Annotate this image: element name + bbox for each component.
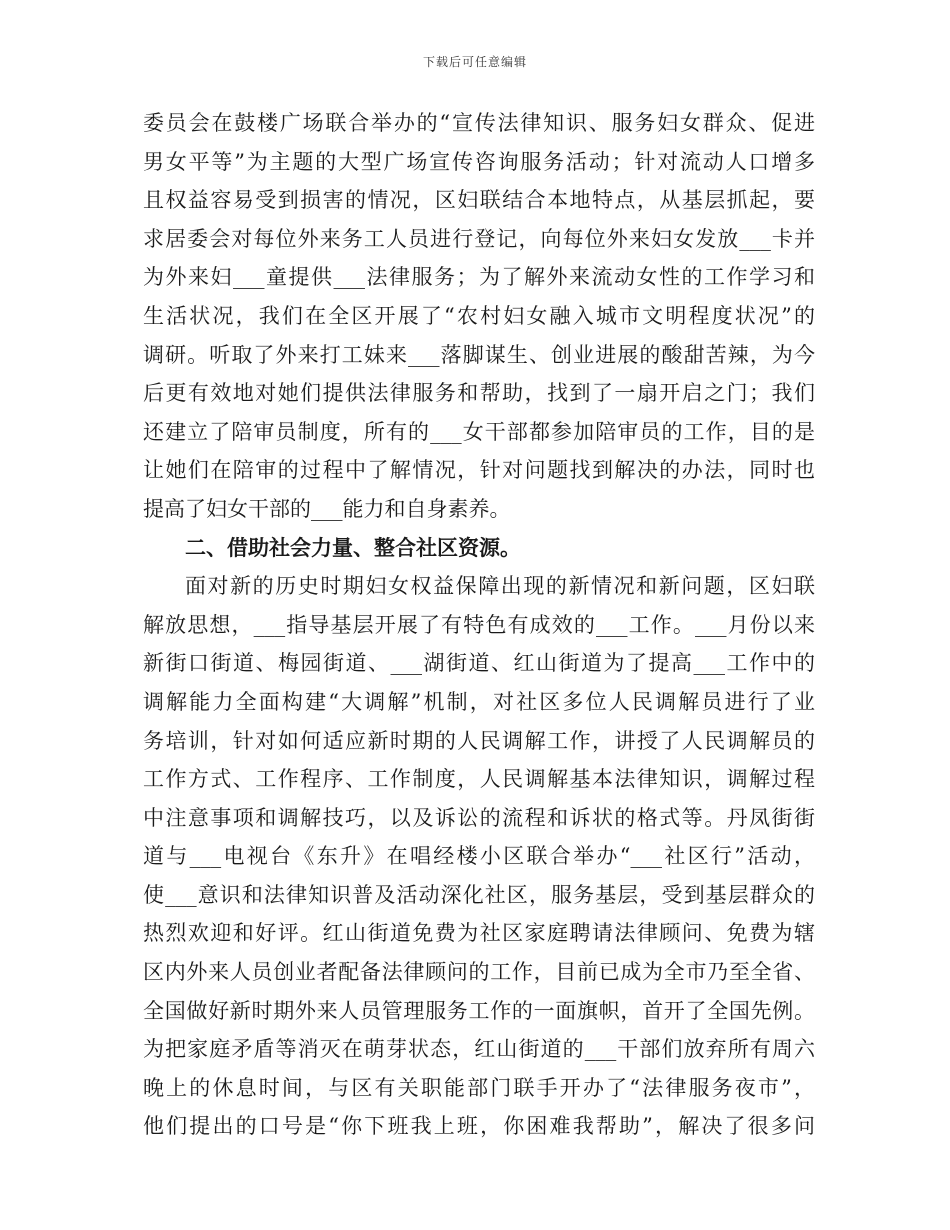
para2-line: 调解能力全面构建“大调解”机制，对社区多位人民调解员进行了业 bbox=[143, 689, 815, 714]
para1-line: 男女平等”为主题的大型广场宣传咨询服务活动；针对流动人口增多 bbox=[143, 149, 815, 174]
para1-line: 且权益容易受到损害的情况，区妇联结合本地特点，从基层抓起，要 bbox=[143, 188, 815, 213]
para2-line: 中注意事项和调解技巧，以及诉讼的流程和诉状的格式等。丹凤街街 bbox=[143, 805, 815, 830]
para1-line: 生活状况，我们在全区开展了“农村妇女融入城市文明程度状况”的 bbox=[143, 303, 815, 328]
para1-line: 为外来妇___童提供___法律服务；为了解外来流动女性的工作学习和 bbox=[143, 265, 815, 290]
para2-line: 区内外来人员创业者配备法律顾问的工作，目前已成为全市乃至全省、 bbox=[143, 960, 815, 985]
para2-line: 全国做好新时期外来人员管理服务工作的一面旗帜，首开了全国先例。 bbox=[143, 998, 815, 1023]
section-heading: 二、借助社会力量、整合社区资源。 bbox=[185, 534, 521, 560]
page-header: 下载后可任意编辑 bbox=[422, 55, 527, 69]
para2-line: 晚上的休息时间，与区有关职能部门联手开办了“法律服务夜市”， bbox=[143, 1075, 815, 1100]
para1-line: 委员会在鼓楼广场联合举办的“宣传法律知识、服务妇女群众、促进 bbox=[143, 111, 815, 135]
para1-line: 后更有效地对她们提供法律服务和帮助，找到了一扇开启之门；我们 bbox=[143, 381, 815, 406]
para2-line: 为把家庭矛盾等消灭在萌芽状态，红山街道的___干部们放弃所有周六 bbox=[143, 1037, 815, 1062]
para2-line: 道与___电视台《东升》在唱经楼小区联合举办“___社区行”活动， bbox=[143, 844, 815, 869]
para1-line: 求居委会对每位外来务工人员进行登记，向每位外来妇女发放___卡并 bbox=[143, 226, 815, 251]
para1-line: 调研。听取了外来打工妹来___落脚谋生、创业进展的酸甜苦辣，为今 bbox=[143, 342, 815, 367]
para1-line: 提高了妇女干部的___能力和自身素养。 bbox=[143, 496, 511, 521]
para1-line: 还建立了陪审员制度，所有的___女干部都参加陪审员的工作，目的是 bbox=[143, 419, 815, 444]
para2-line: 他们提出的口号是“你下班我上班，你困难我帮助”，解决了很多问 bbox=[143, 1114, 815, 1139]
para2-line: 面对新的历史时期妇女权益保障出现的新情况和新问题，区妇联 bbox=[185, 574, 815, 599]
para2-line: 解放思想，___指导基层开展了有特色有成效的___工作。___月份以来 bbox=[143, 612, 815, 637]
para2-line: 工作方式、工作程序、工作制度，人民调解基本法律知识，调解过程 bbox=[143, 767, 815, 792]
document-body bbox=[143, 104, 815, 1146]
para1-line: 让她们在陪审的过程中了解情况，针对问题找到解决的办法，同时也 bbox=[143, 458, 815, 483]
para2-line: 使___意识和法律知识普及活动深化社区，服务基层，受到基层群众的 bbox=[143, 882, 815, 907]
para2-line: 热烈欢迎和好评。红山街道免费为社区家庭聘请法律顾问、免费为辖 bbox=[143, 921, 815, 946]
para2-line: 务培训，针对如何适应新时期的人民调解工作，讲授了人民调解员的 bbox=[143, 728, 815, 753]
para2-line: 新街口街道、梅园街道、___湖街道、红山街道为了提高___工作中的 bbox=[143, 651, 815, 676]
